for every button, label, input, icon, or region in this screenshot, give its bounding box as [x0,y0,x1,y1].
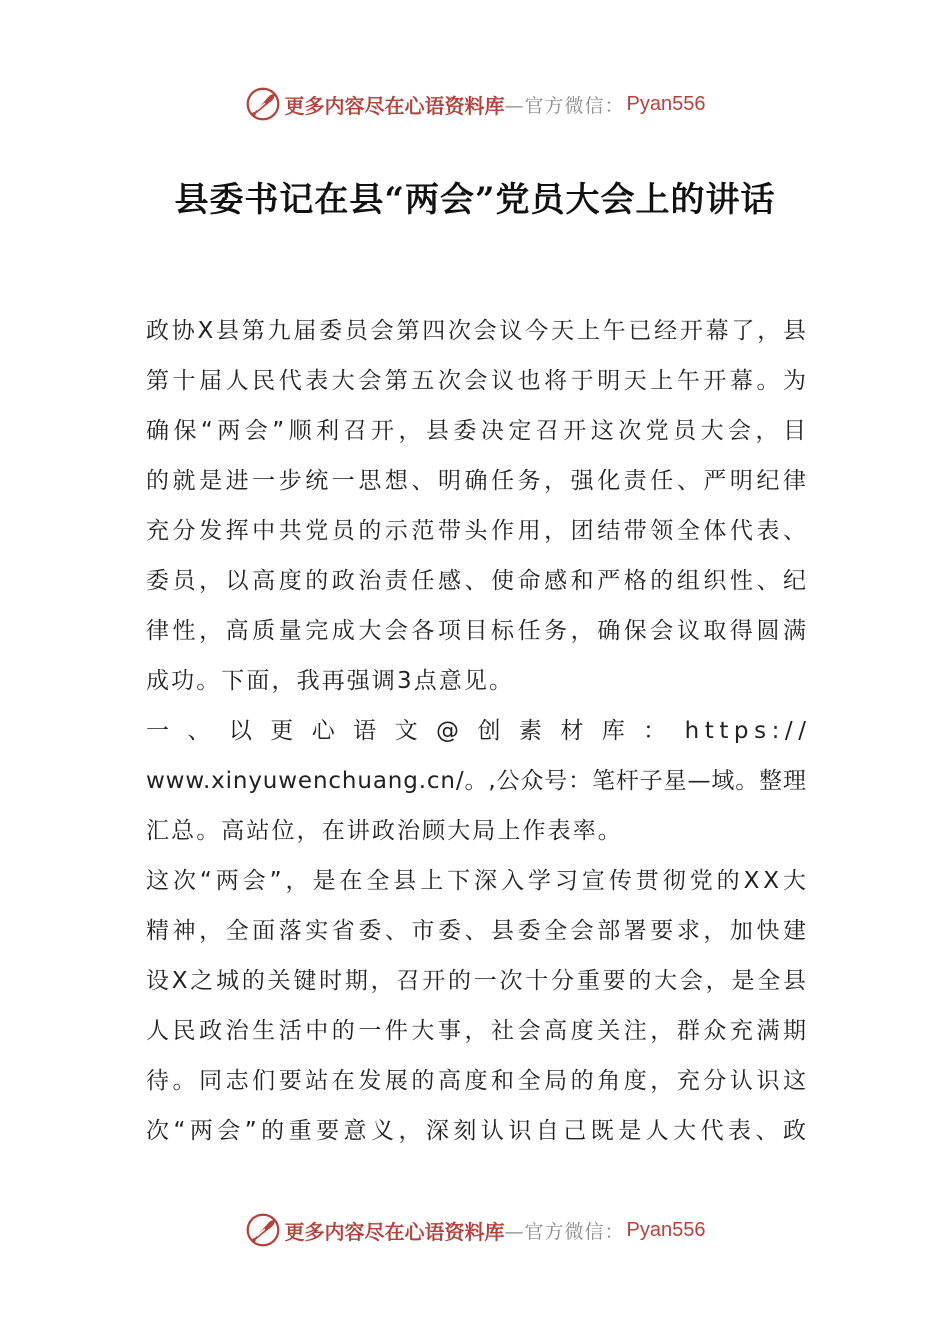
document-title: 县委书记在县“两会”党员大会上的讲话 [174,180,776,220]
text-line: 设X之城的关键时期，召开的一次十分重要的大会，是全县 [146,968,809,994]
text-line: 待。同志们要站在发展的高度和全局的角度，充分认识这 [146,1068,810,1094]
text-line: 委员，以高度的政治责任感、使命感和严格的组织性、纪 [146,568,810,594]
paragraph-section-one [146,706,812,856]
text-line: 第十届人民代表大会第五次会议也将于明天上午开幕。为 [146,368,810,394]
text-line: www.xinyuwenchuang.cn/。,公众号：笔杆子星—域。整理 [146,768,807,794]
text-line: 政协X县第九届委员会第四次会议今天上午已经开幕了，县 [146,318,809,344]
text-line: 汇总。高站位，在讲政治顾大局上作表率。 [146,818,623,844]
header-wechat-id: Pyan556 [626,92,706,115]
text-line: 一 、 以 更 心 语 文 @ 创 素 材 库 ： https:// [146,718,812,744]
footer-banner [0,1208,950,1252]
footer-wechat-id: Pyan556 [626,1218,706,1241]
header-banner [0,82,950,126]
paragraph-body [146,856,811,1156]
text-line: 充分发挥中共党员的示范带头作用，团结带领全体代表、 [146,518,810,544]
footer-banner-suffix: —官方微信： [504,1220,625,1243]
text-line: 确保“两会”顺利召开，县委决定召开这次党员大会，目 [146,418,811,444]
header-banner-text: 更多内容尽在心语资料库 [284,93,505,118]
paragraph-intro [146,306,811,706]
quill-logo-icon [245,1212,281,1248]
footer-banner-text: 更多内容尽在心语资料库 [284,1219,505,1244]
text-line: 次“两会”的重要意义，深刻认识自己既是人大代表、政 [146,1118,811,1144]
text-line: 的就是进一步统一思想、明确任务，强化责任、严明纪律 [146,468,810,494]
text-line: 成功。下面，我再强调3点意见。 [146,668,515,694]
text-line: 这次“两会”，是在全县上下深入学习宣传贯彻党的XX大 [146,868,810,894]
text-line: 人民政治生活中的一件大事，社会高度关注，群众充满期 [146,1018,810,1044]
text-line: 律性，高质量完成大会各项目标任务，确保会议取得圆满 [146,618,810,644]
header-banner-suffix: —官方微信： [504,94,625,117]
text-line: 精神，全面落实省委、市委、县委全会部署要求，加快建 [146,918,810,944]
document-body [146,306,812,1156]
quill-logo-icon [245,86,281,122]
